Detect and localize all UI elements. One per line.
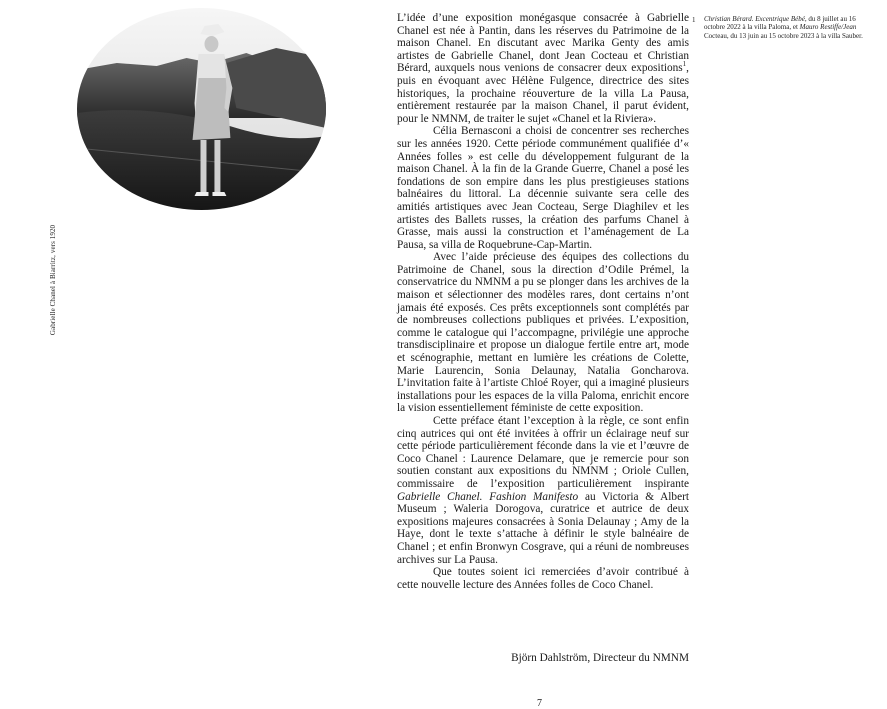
exhibition-title: Gabrielle Chanel. Fashion Manifesto (397, 490, 579, 503)
paragraph-4 (397, 415, 689, 566)
footnote-title-2: Mauro Restiffe/Jean (799, 23, 857, 32)
footnote-number: 1 (692, 16, 696, 24)
footnote-reference: 1 (682, 60, 687, 69)
preface-text (397, 12, 689, 591)
footnote-text-2: Cocteau, du 13 juin au 15 octobre 2023 à la villa Sauber. (704, 31, 863, 40)
photo-caption: Gabrielle Chanel à Biarritz, vers 1920 (49, 224, 57, 336)
paragraph-1-continued: , puis en évoquant avec Hélène Fulgence, directrice des sites historiques, la prochaine réouverture de la villa La Pausa, entièrement restaurée par la maison Chanel, il parut évident, pour le NMNM, de traiter le sujet «Chanel et la Riviera». (397, 62, 689, 125)
photo-gabrielle-chanel-biarritz (77, 8, 326, 210)
paragraph-1 (397, 12, 689, 125)
paragraph-5: Que toutes soient ici remerciées d’avoir contribué à cette nouvelle lecture des Années folles de Coco Chanel. (397, 566, 689, 591)
page-number: 7 (537, 698, 542, 709)
footnote (704, 15, 864, 40)
paragraph-1-text: L’idée d’une exposition monégasque consacrée à Gabrielle Chanel est née à Pantin, dans les réserves du Patrimoine de la maison Chanel. En discutant avec Marika Genty des amis artistes de Gabrielle Chanel, dont Jean Cocteau et Christian Bérard, auxquels nous venions de consacrer deux expositions (397, 12, 689, 75)
footnote-text-1: , du 8 juillet au 16 octobre 2022 à la villa Paloma, et (704, 15, 856, 32)
paragraph-4-continued: au Victoria & Albert Museum ; Waleria Dorogova, curatrice et autrice de deux expositions majeures consacrées à Sonia Delaunay ; Amy de la Haye, dont le texte s’attache à définir le style balnéaire de Chanel ; et enfin Bronwyn Cosgrave, qui a réuni de nombreuses archives sur La Pausa. (397, 490, 689, 566)
paragraph-3: Avec l’aide précieuse des équipes des collections du Patrimoine de Chanel, sous la direction d’Odile Prémel, la conservatrice du NMNM a pu se plonger dans les archives de la maison et sélectionner des modèles rares, dont certains n’ont jamais été exposés. Ces prêts exceptionnels sont complétés par de nombreuses collections publiques et privées. L’exposition, comme le catalogue qui l’accompagne, privilégie une approche transdisciplinaire et propose un dialogue fertile entre art, mode et scénographie, mettant en lumière les créations de Colette, Marie Laurencin, Sonia Delaunay, Natalia Goncharova. L’invitation faite à l’artiste Chloé Royer, qui a imaginé plusieurs installations pour les espaces de la villa Paloma, enrichit encore la vision essentiellement féministe de cette exposition. (397, 251, 689, 415)
signature: Björn Dahlström, Directeur du NMNM (511, 652, 689, 664)
paragraph-2: Célia Bernasconi a choisi de concentrer ses recherches sur les années 1920. Cette période communément qualifiée d’« Années folles » est celle du développement fulgurant de la maison Chanel. À la fin de la Grande Guerre, Chanel a posé les fondations de son empire dans les plus prestigieuses stations balnéaires du littoral. La décennie suivante sera celle des amitiés artistiques avec Jean Cocteau, Serge Diaghilev et les artistes des Ballets russes, la création des parfums Chanel à Grasse, mais aussi la construction et l’aménagement de La Pausa, sa villa de Roquebrune-Cap-Martin. (397, 125, 689, 251)
footnote-title-1: Christian Bérard. Excentrique Bébé (704, 15, 805, 23)
photo-image (77, 8, 326, 210)
paragraph-4-text: Cette préface étant l’exception à la règle, ce sont enfin cinq autrices qui ont été invitées à offrir un éclairage neuf sur cette période particulièrement féconde dans la vie et l’œuvre de Coco Chanel : Laurence Delamare, que je remercie pour son soutien constant aux expositions du NMNM ; Oriole Cullen, commissaire de l’exposition particulièrement inspirante (397, 415, 689, 490)
